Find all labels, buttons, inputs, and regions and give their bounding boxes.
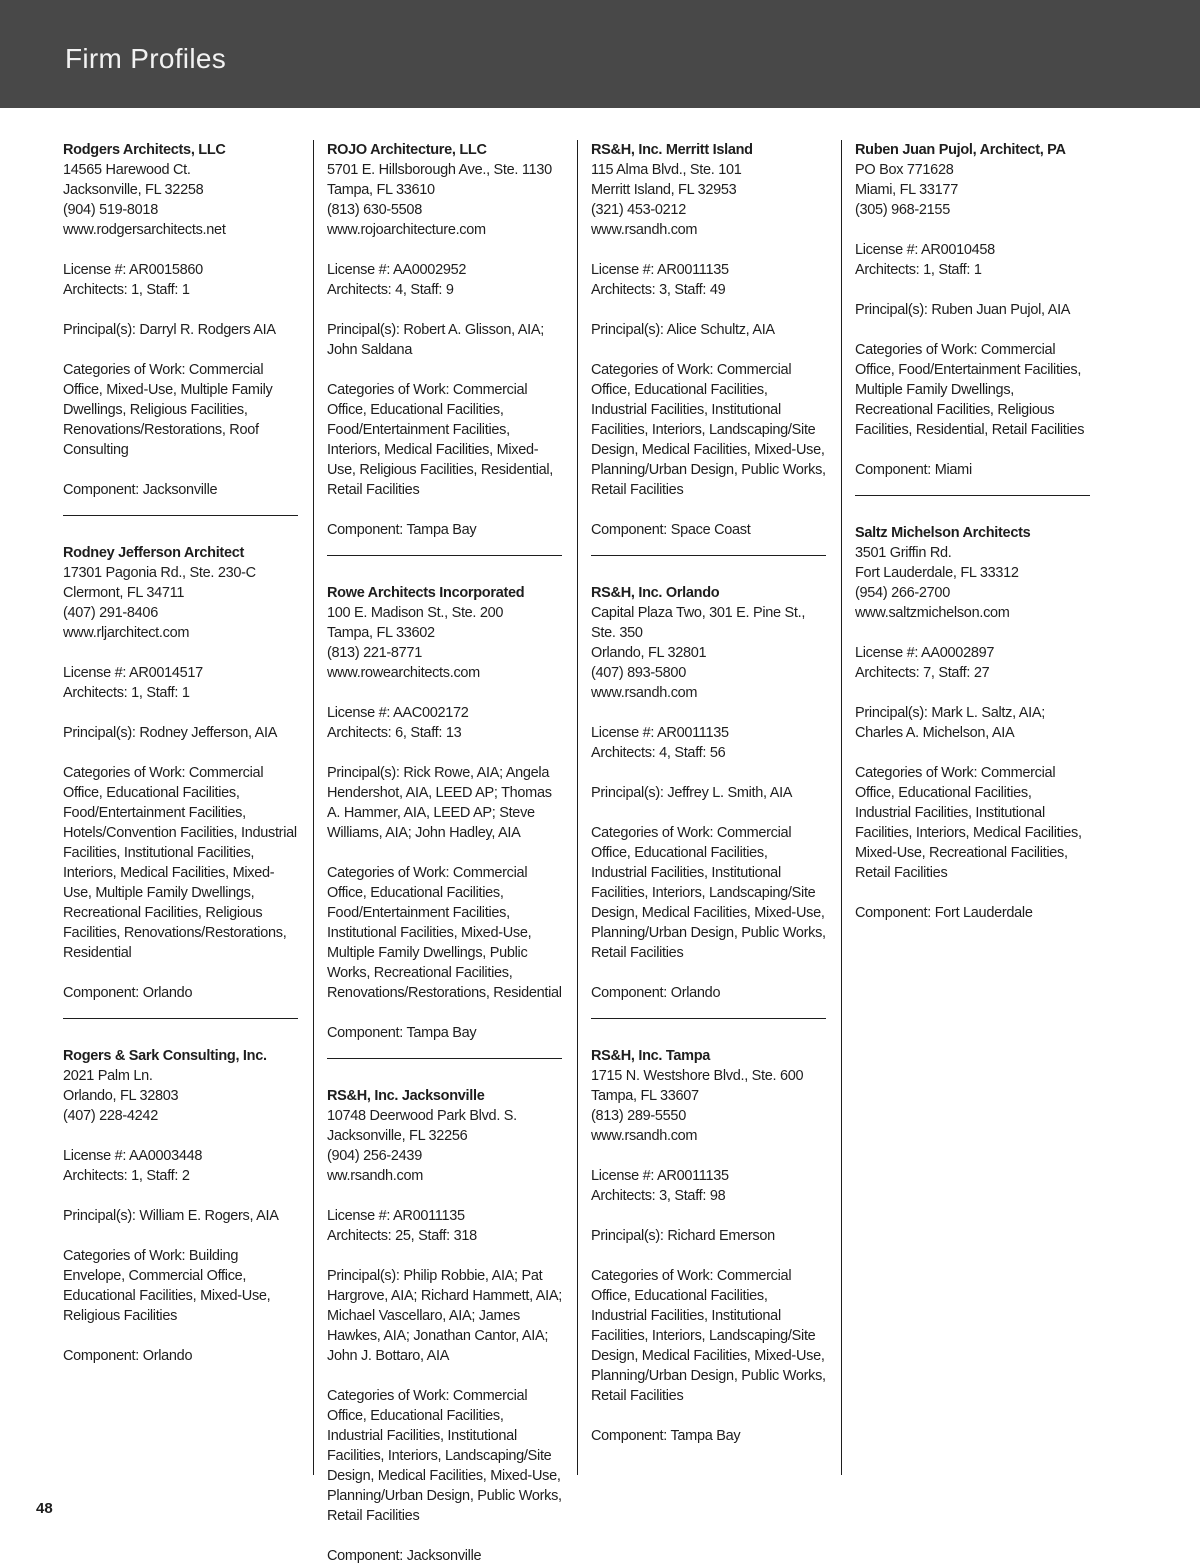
staff-count: Architects: 4, Staff: 9	[327, 282, 454, 298]
component: Component: Miami	[855, 462, 972, 478]
principals: Principal(s): Philip Robbie, AIA; Pat Hargrove, AIA; Richard Hammett, AIA; Michael Vascellaro, AIA; James Hawkes, AIA; Jonathan Cantor, AIA; John J. Bottaro, AIA	[327, 1268, 562, 1364]
address-line: 5701 E. Hillsborough Ave., Ste. 1130	[327, 162, 552, 178]
website-url: www.rsandh.com	[591, 222, 698, 238]
address-line: Orlando, FL 32801	[591, 645, 707, 661]
license-number: License #: AAC002172	[327, 705, 469, 721]
principals: Principal(s): Ruben Juan Pujol, AIA	[855, 302, 1071, 318]
license-number: License #: AR0011135	[591, 1168, 729, 1184]
firm-profile	[591, 1046, 826, 1446]
directory-column-1	[63, 140, 298, 1475]
phone-number: (407) 893-5800	[591, 665, 686, 681]
staff-count: Architects: 1, Staff: 2	[63, 1168, 190, 1184]
address-line: 115 Alma Blvd., Ste. 101	[591, 162, 742, 178]
categories-of-work: Categories of Work: Commercial Office, Food/Entertainment Facilities, Multiple Family Dwellings, Recreational Facilities, Religious Facilities, Residential, Retail Facilities	[855, 342, 1085, 438]
directory-column-4	[855, 140, 1090, 1475]
address-line: Tampa, FL 33607	[591, 1088, 699, 1104]
entry-divider	[63, 1018, 298, 1019]
staff-count: Architects: 4, Staff: 56	[591, 745, 726, 761]
directory-column-3	[591, 140, 826, 1475]
categories-of-work: Categories of Work: Commercial Office, Mixed-Use, Multiple Family Dwellings, Religious Facilities, Renovations/Restorations, Roof Consulting	[63, 362, 273, 458]
component: Component: Tampa Bay	[327, 522, 477, 538]
principals: Principal(s): Richard Emerson	[591, 1228, 775, 1244]
license-number: License #: AA0003448	[63, 1148, 203, 1164]
address-line: 14565 Harewood Ct.	[63, 162, 191, 178]
license-number: License #: AR0015860	[63, 262, 203, 278]
phone-number: (954) 266-2700	[855, 585, 950, 601]
firm-profile	[591, 140, 826, 540]
firm-profile	[63, 543, 298, 1003]
categories-of-work: Categories of Work: Commercial Office, Educational Facilities, Industrial Facilities, Institutional Facilities, Interiors, Landscaping/Site Design, Medical Facilities, Mixed-Use, Planning/Urban Design, Public Works, Retail Facilities	[591, 825, 826, 961]
address-line: 100 E. Madison St., Ste. 200	[327, 605, 504, 621]
principals: Principal(s): Rick Rowe, AIA; Angela Hendershot, AIA, LEED AP; Thomas A. Hammer, AIA, LEED AP; Steve Williams, AIA; John Hadley, AIA	[327, 765, 552, 841]
categories-of-work: Categories of Work: Commercial Office, Educational Facilities, Food/Entertainment Facilities, Hotels/Convention Facilities, Industrial Facilities, Institutional Facilities, Interiors, Medical Facilities, Mixed-Use, Multiple Family Dwellings, Recreational Facilities, Religious Facilities, Renovations/Restorations, Residential	[63, 765, 297, 961]
phone-number: (321) 453-0212	[591, 202, 686, 218]
firm-name: Saltz Michelson Architects	[855, 525, 1031, 541]
address-line: 3501 Griffin Rd.	[855, 545, 952, 561]
component: Component: Fort Lauderdale	[855, 905, 1033, 921]
component: Component: Tampa Bay	[327, 1025, 477, 1041]
entry-divider	[591, 555, 826, 556]
address-line: Jacksonville, FL 32256	[327, 1128, 468, 1144]
website-url: www.rojoarchitecture.com	[327, 222, 486, 238]
address-line: Tampa, FL 33610	[327, 182, 435, 198]
component: Component: Orlando	[591, 985, 721, 1001]
firm-name: Ruben Juan Pujol, Architect, PA	[855, 142, 1066, 158]
principals: Principal(s): Jeffrey L. Smith, AIA	[591, 785, 793, 801]
website-url: www.rsandh.com	[591, 1128, 698, 1144]
firm-name: Rodney Jefferson Architect	[63, 545, 245, 561]
principals: Principal(s): William E. Rogers, AIA	[63, 1208, 279, 1224]
address-line: 2021 Palm Ln.	[63, 1068, 153, 1084]
categories-of-work: Categories of Work: Commercial Office, Educational Facilities, Food/Entertainment Facilities, Interiors, Medical Facilities, Mixed-Use, Religious Facilities, Residential, Retail Facilities	[327, 382, 554, 498]
address-line: Orlando, FL 32803	[63, 1088, 179, 1104]
firm-profile	[327, 583, 562, 1043]
categories-of-work: Categories of Work: Building Envelope, Commercial Office, Educational Facilities, Mixed-Use, Religious Facilities	[63, 1248, 271, 1324]
entry-divider	[63, 515, 298, 516]
staff-count: Architects: 6, Staff: 13	[327, 725, 462, 741]
entry-divider	[327, 555, 562, 556]
website-url: ww.rsandh.com	[327, 1168, 424, 1184]
phone-number: (305) 968-2155	[855, 202, 950, 218]
address-line: Capital Plaza Two, 301 E. Pine St., Ste. 350	[591, 605, 806, 641]
page-title: Firm Profiles	[65, 43, 227, 74]
directory-column-2	[327, 140, 562, 1564]
staff-count: Architects: 3, Staff: 49	[591, 282, 726, 298]
staff-count: Architects: 25, Staff: 318	[327, 1228, 477, 1244]
principals: Principal(s): Darryl R. Rodgers AIA	[63, 322, 276, 338]
firm-profile	[855, 523, 1090, 923]
component: Component: Jacksonville	[327, 1548, 482, 1564]
principals: Principal(s): Mark L. Saltz, AIA; Charles A. Michelson, AIA	[855, 705, 1045, 741]
phone-number: (813) 221-8771	[327, 645, 422, 661]
address-line: Fort Lauderdale, FL 33312	[855, 565, 1019, 581]
categories-of-work: Categories of Work: Commercial Office, Educational Facilities, Food/Entertainment Facilities, Institutional Facilities, Mixed-Use, Multiple Family Dwellings, Public Works, Recreational Facilities, Renovations/Restorations, Residential	[327, 865, 562, 1001]
phone-number: (813) 630-5508	[327, 202, 422, 218]
firm-name: RS&H, Inc. Tampa	[591, 1048, 711, 1064]
license-number: License #: AR0011135	[327, 1208, 465, 1224]
component: Component: Orlando	[63, 985, 193, 1001]
categories-of-work: Categories of Work: Commercial Office, Educational Facilities, Industrial Facilities, Institutional Facilities, Interiors, Landscaping/Site Design, Medical Facilities, Mixed-Use, Planning/Urban Design, Public Works, Retail Facilities	[591, 1268, 826, 1404]
phone-number: (407) 228-4242	[63, 1108, 158, 1124]
firm-name: RS&H, Inc. Orlando	[591, 585, 720, 601]
firm-profile	[327, 1086, 562, 1566]
firm-profile	[63, 1046, 298, 1366]
entry-divider	[855, 495, 1090, 496]
address-line: 17301 Pagonia Rd., Ste. 230-C	[63, 565, 256, 581]
website-url: www.rsandh.com	[591, 685, 698, 701]
principals: Principal(s): Rodney Jefferson, AIA	[63, 725, 278, 741]
column-divider	[841, 140, 842, 1475]
principals: Principal(s): Alice Schultz, AIA	[591, 322, 775, 338]
column-divider	[577, 140, 578, 1475]
license-number: License #: AR0011135	[591, 262, 729, 278]
firm-profile	[591, 583, 826, 1003]
firm-profile	[855, 140, 1090, 480]
staff-count: Architects: 3, Staff: 98	[591, 1188, 726, 1204]
phone-number: (407) 291-8406	[63, 605, 158, 621]
categories-of-work: Categories of Work: Commercial Office, Educational Facilities, Industrial Facilities, Institutional Facilities, Interiors, Landscaping/Site Design, Medical Facilities, Mixed-Use, Planning/Urban Design, Public Works, Retail Facilities	[327, 1388, 562, 1524]
firm-name: RS&H, Inc. Jacksonville	[327, 1088, 485, 1104]
component: Component: Tampa Bay	[591, 1428, 741, 1444]
address-line: Clermont, FL 34711	[63, 585, 185, 601]
firm-name: RS&H, Inc. Merritt Island	[591, 142, 753, 158]
component: Component: Jacksonville	[63, 482, 218, 498]
address-line: Jacksonville, FL 32258	[63, 182, 204, 198]
categories-of-work: Categories of Work: Commercial Office, Educational Facilities, Industrial Facilities, Institutional Facilities, Interiors, Landscaping/Site Design, Medical Facilities, Mixed-Use, Planning/Urban Design, Public Works, Retail Facilities	[591, 362, 826, 498]
firm-profile	[63, 140, 298, 500]
website-url: www.rowearchitects.com	[327, 665, 480, 681]
component: Component: Space Coast	[591, 522, 751, 538]
address-line: 10748 Deerwood Park Blvd. S.	[327, 1108, 517, 1124]
staff-count: Architects: 7, Staff: 27	[855, 665, 990, 681]
staff-count: Architects: 1, Staff: 1	[855, 262, 982, 278]
firm-name: Rogers & Sark Consulting, Inc.	[63, 1048, 267, 1064]
address-line: PO Box 771628	[855, 162, 954, 178]
firm-name: Rodgers Architects, LLC	[63, 142, 226, 158]
page-number: 48	[36, 1500, 53, 1517]
firm-profile	[327, 140, 562, 540]
license-number: License #: AA0002952	[327, 262, 467, 278]
component: Component: Orlando	[63, 1348, 193, 1364]
license-number: License #: AA0002897	[855, 645, 995, 661]
phone-number: (813) 289-5550	[591, 1108, 686, 1124]
address-line: 1715 N. Westshore Blvd., Ste. 600	[591, 1068, 804, 1084]
section-header-bar	[0, 0, 1200, 108]
staff-count: Architects: 1, Staff: 1	[63, 282, 190, 298]
license-number: License #: AR0014517	[63, 665, 203, 681]
address-line: Tampa, FL 33602	[327, 625, 435, 641]
firm-name: ROJO Architecture, LLC	[327, 142, 487, 158]
address-line: Miami, FL 33177	[855, 182, 958, 198]
firm-name: Rowe Architects Incorporated	[327, 585, 525, 601]
staff-count: Architects: 1, Staff: 1	[63, 685, 190, 701]
entry-divider	[591, 1018, 826, 1019]
website-url: www.rljarchitect.com	[63, 625, 190, 641]
entry-divider	[327, 1058, 562, 1059]
principals: Principal(s): Robert A. Glisson, AIA; John Saldana	[327, 322, 544, 358]
phone-number: (904) 519-8018	[63, 202, 158, 218]
address-line: Merritt Island, FL 32953	[591, 182, 737, 198]
license-number: License #: AR0011135	[591, 725, 729, 741]
website-url: www.saltzmichelson.com	[855, 605, 1010, 621]
website-url: www.rodgersarchitects.net	[63, 222, 226, 238]
column-divider	[313, 140, 314, 1475]
phone-number: (904) 256-2439	[327, 1148, 422, 1164]
firm-directory	[63, 140, 1200, 1564]
categories-of-work: Categories of Work: Commercial Office, Educational Facilities, Industrial Facilities, Institutional Facilities, Interiors, Medical Facilities, Mixed-Use, Recreational Facilities, Retail Facilities	[855, 765, 1082, 881]
license-number: License #: AR0010458	[855, 242, 995, 258]
